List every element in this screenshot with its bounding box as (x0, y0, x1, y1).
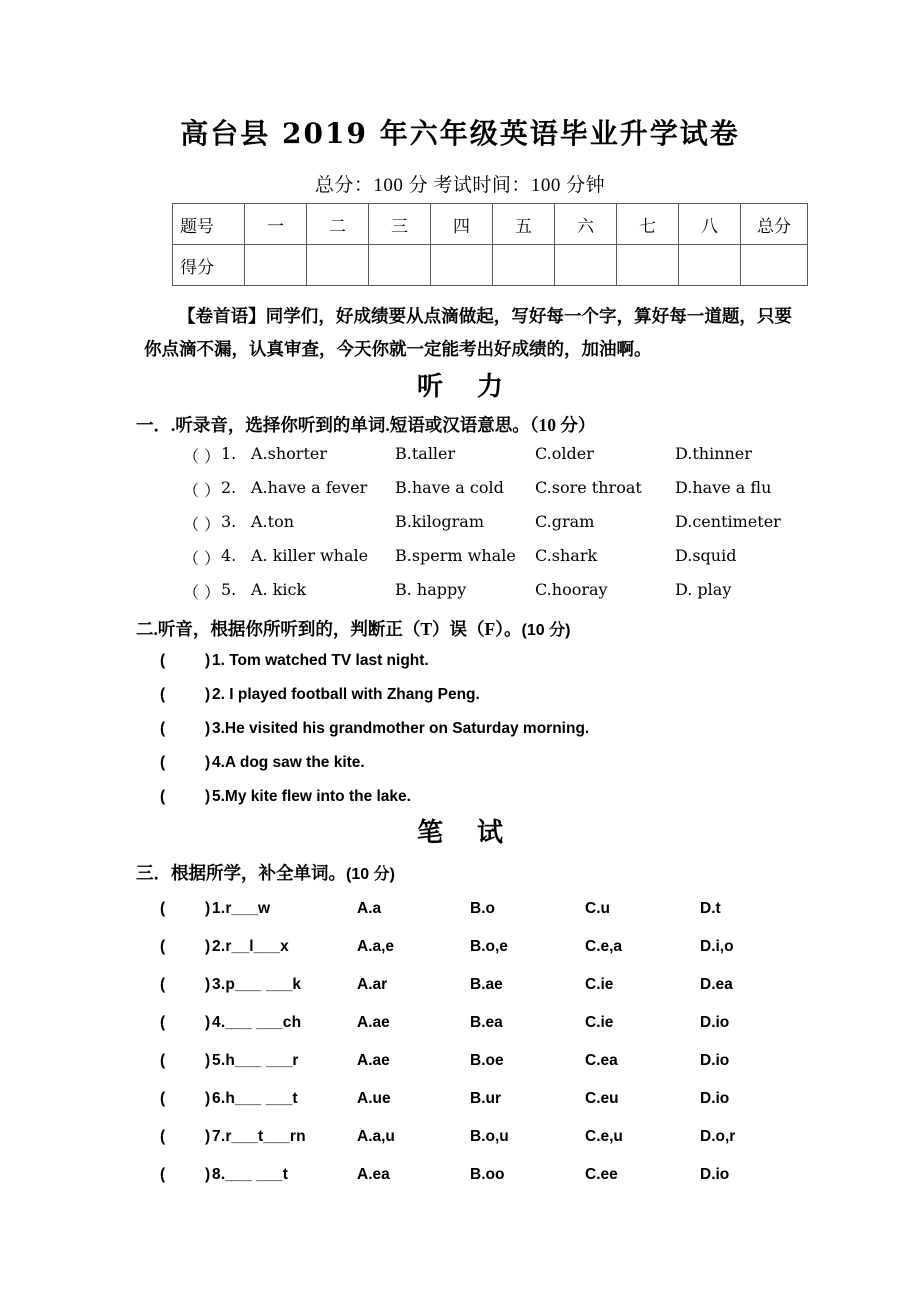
option-d[interactable]: D.centimeter (675, 512, 781, 531)
score-table-col-5: 五 (493, 204, 555, 245)
option-c[interactable]: C.eu (585, 1090, 619, 1107)
option-a[interactable]: A.a (357, 900, 382, 917)
list-item (183, 478, 883, 512)
option-a[interactable]: A.a,u (357, 1128, 395, 1145)
answer-bracket-open[interactable]: ( (160, 686, 166, 703)
option-b[interactable]: B.have a cold (395, 478, 504, 497)
written-char-2: 试 (477, 818, 504, 848)
answer-bracket-close[interactable]: ) (205, 900, 211, 917)
section-1-heading: 一．.听录音，选择你听到的单词.短语或汉语意思。（10 分） (136, 415, 596, 435)
option-c[interactable]: C.u (585, 900, 610, 917)
listening-char-1: 听 (416, 372, 443, 402)
option-c[interactable]: C.ee (585, 1166, 618, 1183)
score-cell-2[interactable] (307, 245, 369, 286)
answer-bracket-close[interactable]: ) (205, 652, 211, 669)
option-b[interactable]: B.sperm whale (395, 546, 516, 565)
question-number: 5. (221, 580, 237, 599)
question-stem: 6.h___ ___t (212, 1090, 298, 1107)
statement-text: 3.He visited his grandmother on Saturday morning. (212, 720, 590, 737)
answer-bracket-close[interactable]: ) (205, 938, 211, 955)
option-d[interactable]: D.i,o (700, 938, 734, 955)
section-3-points: (10 分) (346, 866, 395, 883)
option-a[interactable]: A.ton (251, 512, 295, 531)
score-table-row-label: 题号 (173, 204, 245, 245)
score-table-col-1: 一 (245, 204, 307, 245)
option-b[interactable]: B.ea (470, 1014, 503, 1031)
score-table-col-2: 二 (307, 204, 369, 245)
option-b[interactable]: B.o,u (470, 1128, 509, 1145)
option-a[interactable]: A.ue (357, 1090, 391, 1107)
statement-text: 4.A dog saw the kite. (212, 754, 365, 771)
option-b[interactable]: B.ae (470, 976, 503, 993)
answer-bracket-open[interactable]: ( (160, 1014, 166, 1031)
list-item (160, 1052, 860, 1090)
section-heading-written (0, 812, 920, 849)
answer-bracket[interactable]: （ ） (183, 515, 221, 534)
answer-bracket[interactable]: （ ） (183, 481, 221, 500)
written-char-1: 笔 (416, 818, 443, 848)
option-c[interactable]: C.e,u (585, 1128, 623, 1145)
score-table-row-label: 得分 (173, 245, 245, 286)
list-item (160, 976, 860, 1014)
section-3-heading (136, 860, 395, 885)
answer-bracket-close[interactable]: ) (205, 720, 211, 737)
list-item (183, 512, 883, 546)
option-a[interactable]: A.ae (357, 1014, 390, 1031)
answer-bracket-close[interactable]: ) (205, 788, 211, 805)
list-item (160, 1128, 860, 1166)
question-stem: 7.r___t___rn (212, 1128, 306, 1145)
list-item (160, 1166, 860, 1204)
answer-bracket-open[interactable]: ( (160, 1166, 166, 1183)
option-d[interactable]: D.t (700, 900, 721, 917)
option-d[interactable]: D.have a flu (675, 478, 772, 497)
option-d[interactable]: D.thinner (675, 444, 752, 463)
score-cell-5[interactable] (493, 245, 555, 286)
answer-bracket-open[interactable]: ( (160, 652, 166, 669)
listening-char-2: 力 (477, 372, 504, 402)
option-c[interactable]: C.ea (585, 1052, 618, 1069)
option-c[interactable]: C.e,a (585, 938, 623, 955)
score-cell-6[interactable] (555, 245, 617, 286)
answer-bracket-open[interactable]: ( (160, 754, 166, 771)
score-cell-1[interactable] (245, 245, 307, 286)
option-b[interactable]: B.oe (470, 1052, 504, 1069)
answer-bracket-close[interactable]: ) (205, 1128, 211, 1145)
option-a[interactable]: A.ar (357, 976, 388, 993)
score-table (172, 203, 808, 286)
option-d[interactable]: D.io (700, 1090, 730, 1107)
option-b[interactable]: B.taller (395, 444, 456, 463)
option-a[interactable]: A. kick (251, 580, 307, 599)
question-stem: 3.p___ ___k (212, 976, 302, 993)
score-cell-7[interactable] (617, 245, 679, 286)
question-number: 2. (221, 478, 237, 497)
statement-text: 2. I played football with Zhang Peng. (212, 686, 480, 703)
option-b[interactable]: B.kilogram (395, 512, 485, 531)
list-item (160, 1014, 860, 1052)
score-table-col-3: 三 (369, 204, 431, 245)
score-cell-3[interactable] (369, 245, 431, 286)
option-a[interactable]: A.have a fever (251, 478, 368, 497)
table-row (173, 245, 808, 286)
page-title: 高台县 2019 年六年级英语毕业升学试卷 (180, 117, 740, 150)
answer-bracket[interactable]: （ ） (183, 583, 221, 602)
option-d[interactable]: D.io (700, 1014, 730, 1031)
option-c[interactable]: C.ie (585, 1014, 614, 1031)
option-a[interactable]: A.shorter (251, 444, 327, 463)
answer-bracket-open[interactable]: ( (160, 976, 166, 993)
score-table-col-total: 总分 (741, 204, 808, 245)
section-3-heading-text: 三．根据所学，补全单词。 (136, 863, 346, 883)
option-a[interactable]: A.ea (357, 1166, 390, 1183)
option-b[interactable]: B.ur (470, 1090, 501, 1107)
list-item (160, 1090, 860, 1128)
score-table-col-6: 六 (555, 204, 617, 245)
question-number: 4. (221, 546, 237, 565)
option-a[interactable]: A. killer whale (251, 546, 369, 565)
answer-bracket-open[interactable]: ( (160, 788, 166, 805)
option-b[interactable]: B.oo (470, 1166, 505, 1183)
section-2-heading-text: 二.听音，根据你所听到的，判断正（T）误（F）。 (136, 619, 522, 639)
question-number: 3. (221, 512, 237, 531)
option-d[interactable]: D.o,r (700, 1128, 736, 1145)
option-c[interactable]: C.older (535, 444, 594, 463)
option-b[interactable]: B.o,e (470, 938, 508, 955)
score-table-col-7: 七 (617, 204, 679, 245)
section-2-points: (10 分) (521, 622, 571, 639)
list-item (183, 580, 883, 614)
answer-bracket-open[interactable]: ( (160, 900, 166, 917)
answer-bracket-close[interactable]: ) (205, 686, 211, 703)
question-stem: 5.h___ ___r (212, 1052, 299, 1069)
answer-bracket-close[interactable]: ) (205, 754, 211, 771)
option-c[interactable]: C.sore throat (535, 478, 642, 497)
answer-bracket-open[interactable]: ( (160, 1052, 166, 1069)
table-row (173, 204, 808, 245)
score-table-col-8: 八 (679, 204, 741, 245)
option-d[interactable]: D. play (675, 580, 732, 599)
list-item (183, 546, 883, 580)
option-c[interactable]: C.hooray (535, 580, 608, 599)
option-a[interactable]: A.ae (357, 1052, 390, 1069)
question-stem: 1.r___w (212, 900, 271, 917)
exam-subtitle: 总分：100 分 考试时间：100 分钟 (314, 175, 606, 196)
answer-bracket-open[interactable]: ( (160, 1090, 166, 1107)
answer-bracket-close[interactable]: ) (205, 1166, 211, 1183)
option-d[interactable]: D.squid (675, 546, 737, 565)
question-stem: 8.___ ___t (212, 1166, 289, 1183)
option-c[interactable]: C.gram (535, 512, 595, 531)
question-stem: 4.___ ___ch (212, 1014, 302, 1031)
intro-paragraph: 【卷首语】同学们，好成绩要从点滴做起，写好每一个字，算好每一道题，只要你点滴不漏，认真审查，今天你就一定能考出好成绩的，加油啊。 (144, 306, 792, 359)
score-cell-4[interactable] (431, 245, 493, 286)
list-item (160, 938, 860, 976)
answer-bracket-open[interactable]: ( (160, 938, 166, 955)
option-d[interactable]: D.io (700, 1166, 730, 1183)
option-d[interactable]: D.ea (700, 976, 733, 993)
score-table-col-4: 四 (431, 204, 493, 245)
section-2-heading (136, 616, 570, 641)
option-b[interactable]: B.o (470, 900, 495, 917)
option-c[interactable]: C.ie (585, 976, 614, 993)
score-cell-8[interactable] (679, 245, 741, 286)
answer-bracket-close[interactable]: ) (205, 976, 211, 993)
section-heading-listening (0, 366, 920, 403)
list-item (160, 900, 860, 938)
list-item (183, 444, 883, 478)
answer-bracket-close[interactable]: ) (205, 1014, 211, 1031)
option-a[interactable]: A.a,e (357, 938, 395, 955)
answer-bracket[interactable]: （ ） (183, 447, 221, 466)
statement-text: 5.My kite flew into the lake. (212, 788, 411, 805)
option-c[interactable]: C.shark (535, 546, 598, 565)
statement-text: 1. Tom watched TV last night. (212, 652, 429, 669)
question-stem: 2.r__l___x (212, 938, 289, 955)
answer-bracket-close[interactable]: ) (205, 1052, 211, 1069)
score-cell-total[interactable] (741, 245, 808, 286)
option-b[interactable]: B. happy (395, 580, 467, 599)
option-d[interactable]: D.io (700, 1052, 730, 1069)
answer-bracket-close[interactable]: ) (205, 1090, 211, 1107)
question-number: 1. (221, 444, 237, 463)
answer-bracket-open[interactable]: ( (160, 1128, 166, 1145)
answer-bracket-open[interactable]: ( (160, 720, 166, 737)
answer-bracket[interactable]: （ ） (183, 549, 221, 568)
